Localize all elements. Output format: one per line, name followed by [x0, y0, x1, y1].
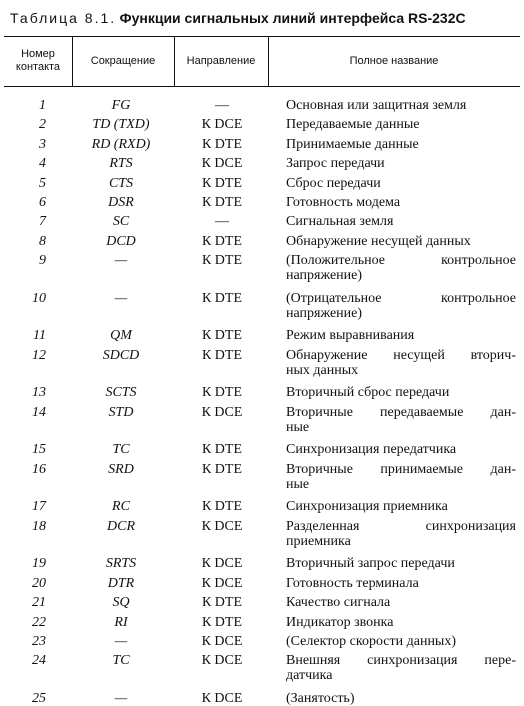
signal-abbreviation: DCD [106, 233, 136, 249]
signal-direction: К DCE [201, 117, 243, 133]
signal-direction: К DTE [201, 136, 243, 152]
signal-direction: К DCE [201, 556, 243, 572]
signal-direction: К DTE [201, 328, 243, 344]
signal-name-line: (Занятость) [286, 691, 355, 706]
pin-number: 5 [39, 175, 46, 191]
signal-abbreviation: QM [110, 328, 132, 344]
signal-abbreviation: DCR [107, 518, 135, 534]
table-number: Таблица 8.1. [10, 10, 117, 26]
signal-name-line: Сигнальная земля [286, 214, 394, 230]
signal-direction: К DTE [201, 385, 243, 401]
signal-direction: К DCE [201, 156, 243, 172]
signal-abbreviation: SQ [112, 595, 130, 611]
pin-number: 1 [39, 98, 46, 113]
pin-number: 6 [39, 195, 46, 210]
signal-name-line: Сброс передачи [286, 175, 381, 191]
signal-name-line: Принимаемые данные [286, 136, 419, 152]
header-full-name: Полное название [349, 54, 439, 67]
signal-name-line: приемника [286, 533, 351, 549]
signal-direction: К DTE [201, 195, 243, 210]
signal-full-name [286, 117, 516, 132]
signal-name-line: (Положительное контрольное [286, 253, 516, 269]
signal-direction: К DTE [201, 233, 243, 249]
signal-abbreviation: RI [114, 614, 128, 630]
pin-number: 24 [32, 653, 46, 669]
signal-full-name [286, 556, 516, 571]
signal-full-name [286, 98, 516, 113]
signal-abbreviation: STD [108, 404, 134, 420]
signal-full-name [286, 328, 516, 343]
signal-name-line: ные [286, 476, 310, 492]
signal-abbreviation: SCTS [105, 385, 137, 401]
signal-direction: К DTE [201, 614, 243, 630]
signal-name-line: Готовность терминала [286, 575, 419, 591]
signal-name-line: Разделенная синхронизация [286, 518, 516, 534]
signal-name-line: Качество сигнала [286, 595, 391, 611]
signal-name-line: Запрос передачи [286, 156, 385, 172]
pin-number: 23 [32, 634, 46, 649]
signal-direction: К DTE [201, 499, 243, 515]
pin-number: 17 [32, 499, 46, 515]
signal-name-line: Индикатор звонка [286, 614, 394, 630]
pin-number: 21 [32, 595, 46, 611]
signal-direction: К DTE [201, 290, 243, 306]
signal-full-name [286, 405, 516, 435]
pin-number: 22 [32, 614, 46, 630]
pin-number: 12 [32, 347, 46, 363]
signal-abbreviation: TC [112, 442, 130, 458]
signal-full-name [286, 442, 516, 457]
pin-number: 19 [32, 556, 46, 572]
signal-name-line: Синхронизация передатчика [286, 442, 457, 458]
pin-number: 20 [32, 575, 46, 591]
signal-name-line: Внешняя синхронизация пере- [286, 653, 516, 669]
pin-number: 8 [39, 233, 46, 249]
header-direction: Направление [186, 54, 256, 67]
signal-full-name [286, 253, 516, 283]
signal-abbreviation: SRTS [105, 556, 137, 572]
pin-number: 3 [39, 136, 46, 152]
pin-number: 2 [39, 117, 46, 133]
signal-full-name [286, 499, 516, 514]
signal-direction: — [215, 98, 229, 113]
signal-abbreviation: FG [111, 98, 131, 113]
signal-name-line: Основная или защитная земля [286, 98, 467, 113]
signal-abbreviation: SC [112, 214, 130, 230]
pin-number: 16 [32, 461, 46, 477]
signal-abbreviation: RD (RXD) [91, 136, 151, 152]
pin-number: 15 [32, 442, 46, 458]
signal-name-line: напряжение) [286, 268, 363, 284]
pin-number: 7 [39, 214, 46, 230]
signal-abbreviation: — [114, 634, 128, 649]
signal-full-name [286, 519, 516, 549]
pin-number: 11 [33, 328, 46, 344]
signal-direction: К DTE [201, 595, 243, 611]
signal-name-line: ных данных [286, 362, 359, 378]
signal-full-name [286, 634, 516, 649]
signal-direction: К DCE [201, 518, 243, 534]
signal-full-name [286, 291, 516, 321]
header-pin-line2: контакта [15, 61, 61, 73]
signal-direction: К DCE [201, 634, 243, 649]
signal-abbreviation: — [114, 691, 128, 706]
signal-direction: — [215, 214, 229, 230]
signal-abbreviation: DSR [108, 195, 134, 210]
signal-direction: К DCE [201, 653, 243, 669]
signal-abbreviation: RC [112, 499, 130, 515]
signal-full-name [286, 462, 516, 492]
signal-full-name [286, 156, 516, 171]
signal-name-line: напряжение) [286, 305, 363, 321]
signal-full-name [286, 653, 516, 683]
signal-name-line: датчика [286, 668, 333, 684]
table-title: Функции сигнальных линий интерфейса RS-232C [119, 10, 466, 26]
header-pin-line1: Номер [21, 48, 55, 60]
signal-full-name [286, 615, 516, 630]
pin-number: 10 [32, 290, 46, 306]
signal-full-name [286, 195, 516, 210]
signal-full-name [286, 595, 516, 610]
signal-name-line: Режим выравнивания [286, 328, 415, 344]
signal-direction: К DCE [201, 404, 243, 420]
signal-abbreviation: DTR [107, 575, 135, 591]
signal-full-name [286, 348, 516, 378]
signal-name-line: Синхронизация приемника [286, 499, 448, 515]
signal-full-name [286, 137, 516, 152]
pin-number: 18 [32, 518, 46, 534]
signal-full-name [286, 214, 516, 229]
signal-name-line: Передаваемые данные [286, 117, 420, 133]
header-abbreviation: Сокращение [90, 54, 156, 67]
signal-name-line: Обнаружение несущей вторич- [286, 347, 516, 363]
signal-abbreviation: RTS [109, 156, 133, 172]
pin-number: 9 [39, 253, 46, 269]
pin-number: 13 [32, 385, 46, 401]
signal-direction: К DTE [201, 442, 243, 458]
signal-direction: К DCE [201, 691, 243, 706]
signal-abbreviation: — [114, 290, 128, 306]
signal-abbreviation: SDCD [102, 347, 140, 363]
signal-full-name [286, 234, 516, 249]
signal-name-line: Вторичные принимаемые дан- [286, 461, 516, 477]
signal-direction: К DCE [201, 575, 243, 591]
signal-direction: К DTE [201, 347, 243, 363]
signal-abbreviation: TD (TXD) [92, 117, 150, 133]
pin-number: 4 [39, 156, 46, 172]
signal-full-name [286, 176, 516, 191]
signal-name-line: Вторичные передаваемые дан- [286, 404, 516, 420]
signal-name-line: Готовность модема [286, 195, 401, 210]
signal-direction: К DTE [201, 175, 243, 191]
pin-number: 25 [32, 691, 46, 706]
signal-abbreviation: CTS [108, 175, 134, 191]
signal-full-name [286, 576, 516, 591]
signal-name-line: ные [286, 419, 310, 435]
signal-abbreviation: — [114, 253, 128, 269]
signal-abbreviation: TC [112, 653, 130, 669]
signal-name-line: (Селектор скорости данных) [286, 634, 457, 649]
pin-number: 14 [32, 404, 46, 420]
signal-abbreviation: SRD [108, 461, 134, 477]
signal-name-line: Вторичный сброс передачи [286, 385, 450, 401]
signal-name-line: (Отрицательное контрольное [286, 290, 516, 306]
signal-name-line: Обнаружение несущей данных [286, 233, 471, 249]
signal-direction: К DTE [201, 461, 243, 477]
signal-direction: К DTE [201, 253, 243, 269]
signal-name-line: Вторичный запрос передачи [286, 556, 455, 572]
signal-full-name [286, 385, 516, 400]
signal-full-name [286, 691, 516, 706]
